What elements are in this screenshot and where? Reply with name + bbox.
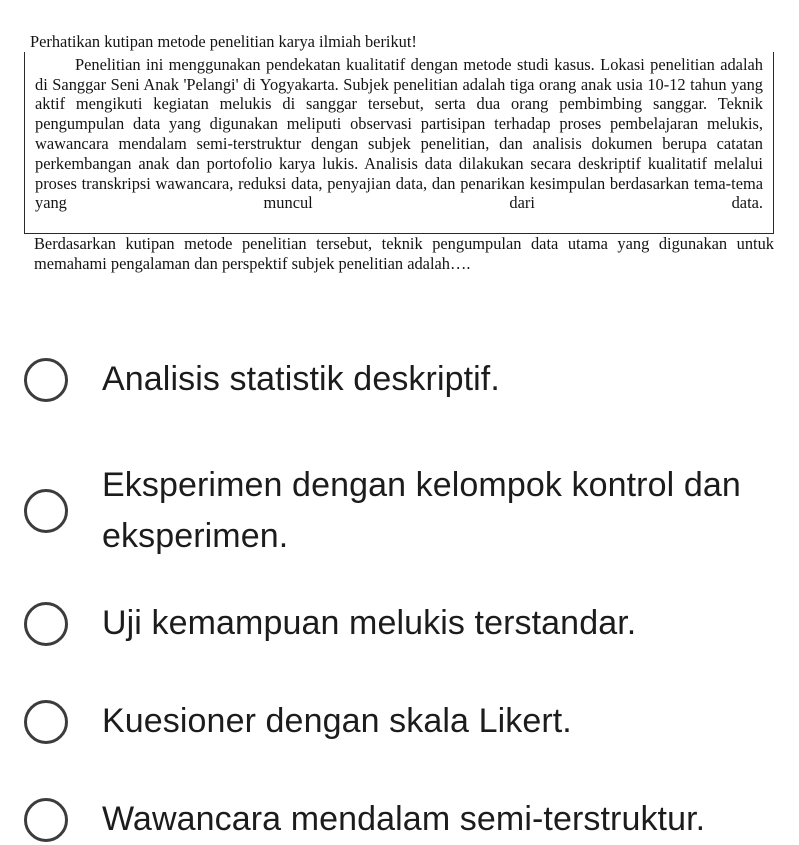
answer-option-label: Wawancara mendalam semi-terstruktur. <box>102 800 706 838</box>
answer-option-e[interactable] <box>24 794 784 845</box>
method-excerpt: Penelitian ini menggunakan pendekatan kualitatif dengan metode studi kasus. Lokasi penelitian adalah di Sanggar Seni Anak 'Pelangi' di Yogyakarta. Subjek penelitian adalah tiga orang anak usia 10-12 tahun yang aktif mengikuti kegiatan melukis di sanggar tersebut, serta dua orang pembimbing sanggar. Teknik pengumpulan data yang digunakan meliputi observasi partisipan terhadap proses pembelajaran melukis, wawancara mendalam semi-terstruktur dengan subjek penelitian, dan analisis dokumen berupa catatan perkembangan anak dan portofolio karya lukis. Analisis data dilakukan secara deskriptif kualitatif melalui proses transkripsi wawancara, reduksi data, penyajian data, dan penarikan kesimpulan berdasarkan tema-tema yang muncul dari data. <box>24 52 774 234</box>
radio-unchecked-icon[interactable] <box>24 700 68 744</box>
question-intro: Perhatikan kutipan metode penelitian karya ilmiah berikut! <box>30 32 417 51</box>
answer-option-d[interactable] <box>24 696 784 747</box>
answer-option-label: Eksperimen dengan kelompok kontrol dan eksperimen. <box>102 466 741 555</box>
radio-unchecked-icon[interactable] <box>24 798 68 842</box>
answer-option-c[interactable] <box>24 598 784 649</box>
radio-unchecked-icon[interactable] <box>24 602 68 646</box>
question-prompt: Berdasarkan kutipan metode penelitian tersebut, teknik pengumpulan data utama yang digunakan untuk memahami pengalaman dan perspektif subjek penelitian adalah…. <box>34 233 774 273</box>
radio-unchecked-icon[interactable] <box>24 489 68 533</box>
answer-option-b[interactable] <box>24 460 784 562</box>
answer-option-label: Analisis statistik deskriptif. <box>102 360 500 398</box>
radio-unchecked-icon[interactable] <box>24 358 68 402</box>
answer-option-label: Uji kemampuan melukis terstandar. <box>102 604 637 642</box>
question-block <box>24 32 774 274</box>
answer-option-label: Kuesioner dengan skala Likert. <box>102 702 572 740</box>
answer-option-a[interactable] <box>24 354 784 405</box>
